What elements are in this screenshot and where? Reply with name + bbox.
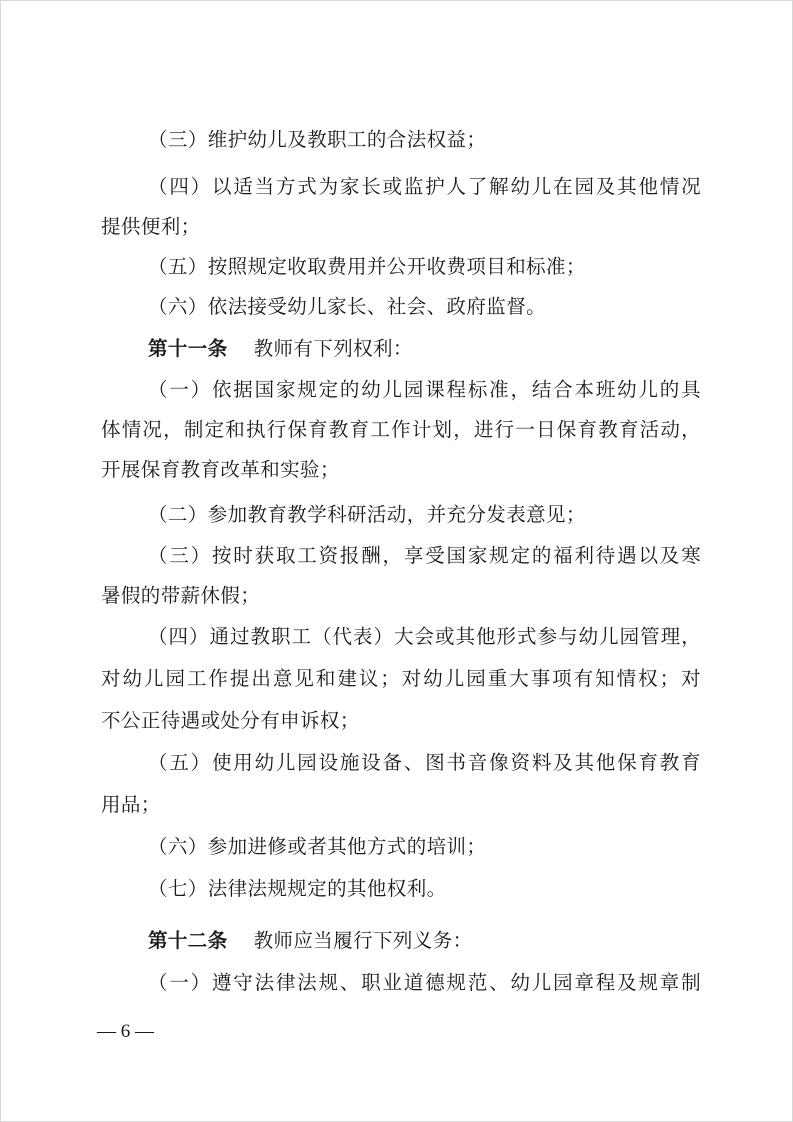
paragraph-line: （一）遵守法律法规、职业道德规范、幼儿园章程及规章制 [148,971,701,994]
paragraph-line: （五）使用幼儿园设施设备、图书音像资料及其他保育教育 [148,751,701,774]
paragraph-line: 用品； [101,793,161,816]
article-11-heading: 第十一条 [148,337,228,360]
paragraph-line: （四）通过教职工（代表）大会或其他形式参与幼儿园管理， [148,625,701,648]
paragraph-line: （六）依法接受幼儿家长、社会、政府监督。 [148,295,547,318]
paragraph-line: 暑假的带薪休假； [101,584,261,607]
paragraph-line: 开展保育教育改革和实验； [101,458,340,481]
paragraph-line: 提供便利； [101,215,201,238]
article-11-body: 教师有下列权利： [253,337,413,360]
paragraph-line: 体情况，制定和执行保育教育工作计划，进行一日保育教育活动， [101,418,701,441]
page-number: — 6 — [97,1021,154,1042]
article-12-heading: 第十二条 [148,929,228,952]
paragraph-line: （七）法律法规规定的其他权利。 [148,877,447,900]
paragraph-line: （一）依据国家规定的幼儿园课程标准，结合本班幼儿的具 [148,378,701,401]
paragraph-line: （四）以适当方式为家长或监护人了解幼儿在园及其他情况 [148,175,701,198]
article-12-line [148,926,701,956]
paragraph-line: 对幼儿园工作提出意见和建议；对幼儿园重大事项有知情权；对 [101,667,701,690]
paragraph-line: （三）维护幼儿及教职工的合法权益； [148,128,487,151]
article-11-line [148,334,701,364]
paragraph-line: 不公正待遇或处分有申诉权； [101,709,360,732]
paragraph-line: （三）按时获取工资报酬，享受国家规定的福利待遇以及寒 [148,544,701,567]
article-12-body: 教师应当履行下列义务： [253,929,473,952]
paragraph-line: （六）参加进修或者其他方式的培训； [148,835,487,858]
paragraph-line: （二）参加教育教学科研活动，并充分发表意见； [148,503,586,526]
paragraph-line: （五）按照规定收取费用并公开收费项目和标准； [148,255,586,278]
